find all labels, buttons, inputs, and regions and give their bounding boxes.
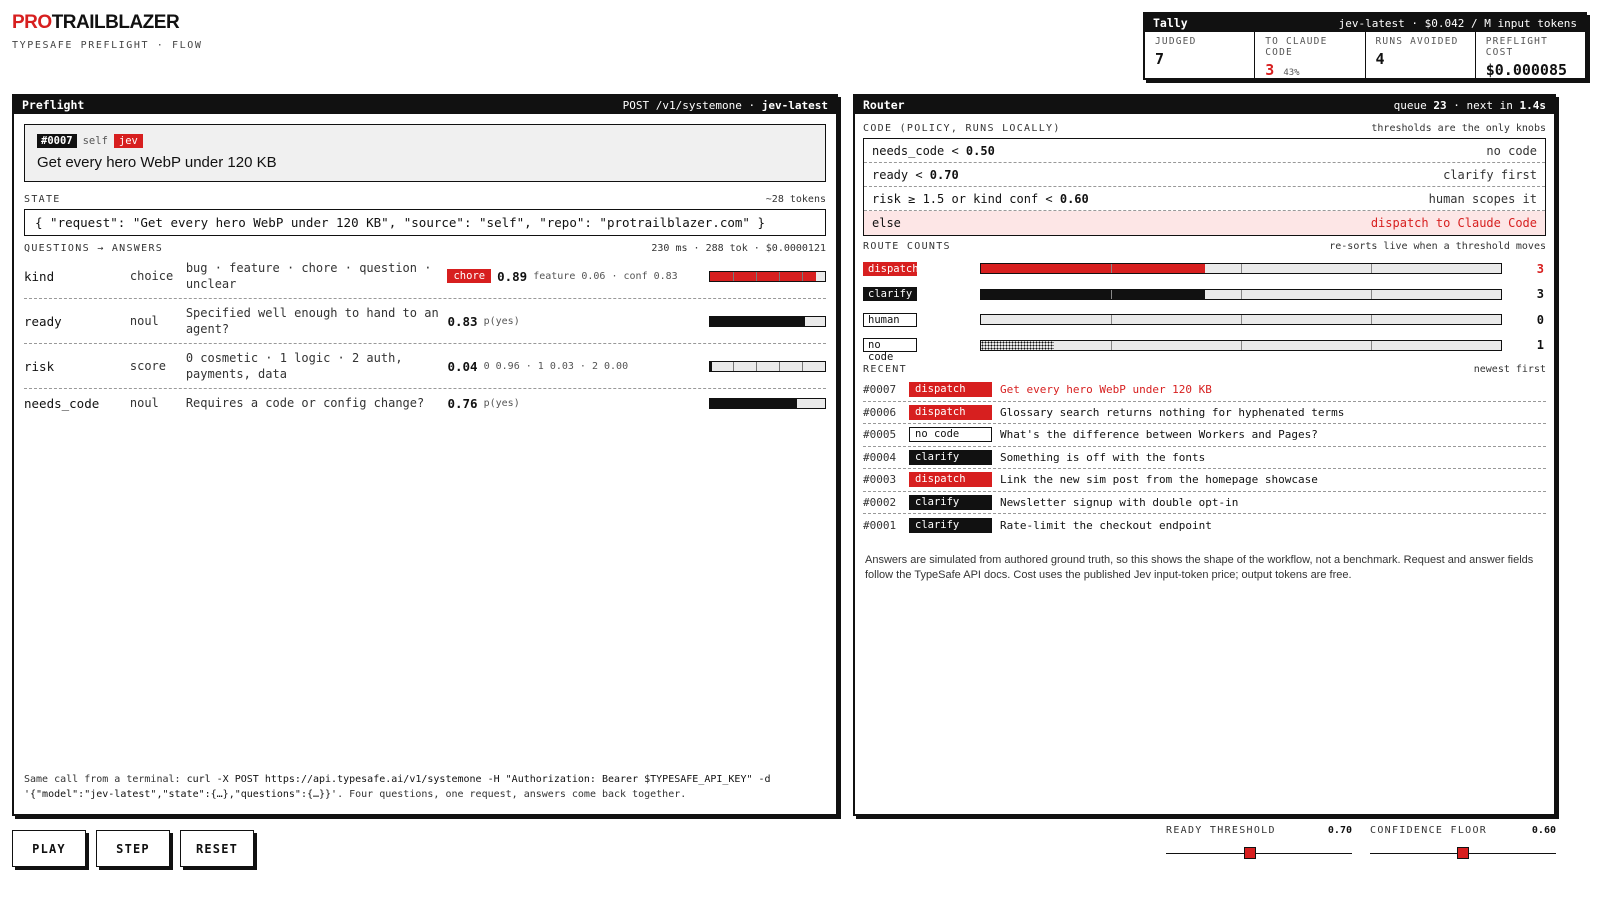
recent-item-route-badge: dispatch [909, 472, 992, 487]
answer-bar [709, 398, 826, 409]
preflight-endpoint-info: POST /v1/systemone · jev-latest [622, 98, 828, 112]
recent-item-text: Link the new sim post from the homepage showcase [1000, 473, 1318, 487]
question-row [24, 389, 826, 417]
next-timer: 1.4s [1519, 98, 1546, 112]
route-count-row [863, 256, 1546, 282]
route-count-bar-tick [1241, 290, 1242, 299]
tally-cell-value [1486, 61, 1575, 79]
logo [12, 12, 203, 34]
tally-model-info: jev-latest · $0.042 / M input tokens [1338, 16, 1577, 30]
tally-cell-number: 4 [1375, 50, 1385, 68]
queue-prefix: queue [1393, 98, 1434, 112]
answer [447, 396, 709, 411]
route-badge: dispatch [863, 262, 917, 276]
confidence-floor-slider [1370, 825, 1556, 854]
tally-cell-label: TO CLAUDE CODE [1265, 36, 1328, 58]
recent-item-text: Rate-limit the checkout endpoint [1000, 518, 1212, 532]
answer-note: p(yes) [483, 397, 520, 409]
recent-item[interactable] [863, 379, 1546, 402]
recent-item-route-badge: dispatch [909, 405, 992, 420]
brand [12, 12, 203, 51]
policy-threshold: 0.70 [929, 167, 959, 182]
qa-section-label [14, 243, 836, 254]
request-id-badge: #0007 [37, 134, 77, 148]
state-section-label [14, 194, 836, 205]
recent-item-route-badge: clarify [909, 518, 992, 533]
policy-condition [872, 168, 959, 182]
answer-bar-tick [733, 362, 734, 371]
answer [447, 314, 709, 329]
tally-cell-value [1265, 61, 1354, 79]
tally-cell-number: 3 [1265, 61, 1275, 79]
answer-bar-tick [756, 362, 757, 371]
ready-threshold-value: 0.70 [1327, 825, 1352, 836]
recent-item-id: #0004 [863, 450, 897, 464]
preflight-title: Preflight [22, 98, 85, 112]
route-count-bar [980, 289, 1502, 300]
policy-outcome: clarify first [1443, 167, 1537, 182]
policy-threshold: 0.50 [965, 143, 995, 158]
question-row [24, 344, 826, 389]
policy-condition-text: needs_code < [872, 143, 966, 158]
recent-item-route-badge: no code [909, 427, 992, 442]
answer-value: 0.89 [497, 268, 528, 284]
route-count-bar [980, 314, 1502, 325]
route-count-number: 1 [1536, 338, 1544, 353]
policy-section-label [855, 123, 1554, 134]
answer-bar-fill [710, 272, 816, 281]
recent-item-text: Get every hero WebP under 120 KB [1000, 383, 1212, 397]
state-tokens: ~28 tokens [765, 194, 826, 205]
route-count-bar-fill [981, 341, 1054, 350]
policy-rule [864, 139, 1545, 163]
route-count-bar [980, 263, 1502, 274]
policy-rule [864, 163, 1545, 187]
counts-note: re-sorts live when a threshold moves [1329, 241, 1546, 252]
ready-threshold-thumb[interactable] [1244, 847, 1256, 859]
recent-list [855, 379, 1554, 537]
answer-bar [709, 316, 826, 327]
route-count-bar-tick [1111, 341, 1112, 350]
route-count-bar [980, 340, 1502, 351]
tally-cell-label: PREFLIGHT COST [1485, 36, 1549, 58]
route-count-bar-fill [981, 264, 1205, 273]
policy-table [863, 138, 1546, 236]
recent-item[interactable] [863, 447, 1546, 470]
preflight-model: jev-latest [761, 98, 828, 112]
route-count-number: 3 [1536, 287, 1544, 302]
route-count-row [863, 282, 1546, 308]
tally-cell-value [1376, 50, 1465, 68]
recent-section-label [855, 364, 1554, 375]
tally-cell [1254, 32, 1364, 78]
route-count-bar-tick [1371, 341, 1372, 350]
answer-bar-tick [779, 272, 780, 281]
confidence-floor-label: CONFIDENCE FLOOR [1370, 825, 1488, 836]
answer-value: 0.76 [447, 395, 478, 411]
logo-pro: PRO [12, 12, 52, 33]
recent-item-route-badge: clarify [909, 450, 992, 465]
question-type: score [129, 359, 166, 373]
policy-label: CODE (POLICY, RUNS LOCALLY) [863, 123, 1061, 134]
policy-outcome: no code [1486, 143, 1537, 158]
policy-threshold: 0.60 [1059, 191, 1089, 206]
tally-cell-number: $0.000085 [1485, 61, 1568, 79]
answer-bar-tick [802, 272, 803, 281]
route-count-bar-fill [981, 290, 1205, 299]
router-panel [853, 94, 1556, 816]
policy-note: thresholds are the only knobs [1371, 123, 1546, 134]
state-label: STATE [24, 194, 61, 205]
counts-section-label [855, 241, 1554, 252]
policy-rule [864, 211, 1545, 235]
recent-item[interactable] [863, 424, 1546, 447]
terminal-footnote [24, 772, 804, 802]
route-count-row [863, 333, 1546, 364]
state-json: { "request": "Get every hero WebP under 120 KB", "source": "self", "repo": "protrailblazer.com" } [24, 209, 826, 236]
recent-item-text: What's the difference between Workers and Pages? [1000, 428, 1318, 442]
recent-item[interactable] [863, 402, 1546, 425]
answer-value: 0.83 [447, 313, 478, 329]
ready-threshold-slider [1166, 825, 1352, 854]
request-tags [37, 134, 813, 148]
tally-cells [1145, 32, 1585, 78]
queue-count: 23 [1433, 98, 1447, 112]
tally-cell-value [1155, 50, 1244, 68]
tally-header [1145, 14, 1585, 32]
tally-panel [1143, 12, 1587, 80]
recent-item-id: #0002 [863, 495, 897, 509]
route-count-bar-tick [1111, 264, 1112, 273]
tally-cell-number: 7 [1155, 50, 1165, 68]
question-key: risk [24, 358, 55, 374]
router-title: Router [863, 98, 905, 112]
recent-item-id: #0005 [863, 428, 897, 442]
policy-condition-text: ready < [872, 167, 930, 182]
question-description: 0 cosmetic · 1 logic · 2 auth, payments, data [185, 351, 403, 381]
answer-bar-tick [802, 362, 803, 371]
route-count-bar-tick [1111, 315, 1112, 324]
policy-condition [872, 192, 1089, 206]
answer-bar-fill [710, 317, 805, 326]
question-type: noul [129, 396, 159, 410]
route-count-bar-tick [1371, 264, 1372, 273]
request-source: self [82, 135, 108, 147]
route-badge: clarify [863, 287, 917, 301]
question-key: ready [24, 313, 62, 329]
route-badge: human [863, 313, 917, 327]
ready-threshold-header [1166, 825, 1352, 836]
question-key: needs_code [24, 395, 100, 411]
play-button[interactable]: PLAY [12, 830, 86, 867]
tally-cell [1145, 32, 1254, 78]
questions-list [14, 254, 836, 417]
recent-item[interactable] [863, 469, 1546, 492]
route-count-bar-tick [1241, 341, 1242, 350]
answer [447, 359, 709, 374]
footnote-curl-command: curl -X POST https://api.typesafe.ai/v1/systemone -H "Authorization: Bearer $TYPESAFE_API_KEY" -d '{"model":"jev-latest","state":{…},"questions":{…}}' [24, 774, 771, 800]
request-text: Get every hero WebP under 120 KB [37, 154, 277, 171]
route-count-bar-tick [1111, 290, 1112, 299]
step-button[interactable]: STEP [96, 830, 170, 867]
next-prefix: · next in [1446, 98, 1520, 112]
ready-threshold-track[interactable] [1166, 853, 1352, 854]
route-counts [855, 252, 1554, 364]
footnote-prefix: Same call from a terminal: [24, 774, 187, 785]
tally-cell [1365, 32, 1475, 78]
answer [447, 269, 709, 284]
confidence-floor-thumb[interactable] [1457, 847, 1469, 859]
recent-item[interactable] [863, 514, 1546, 537]
recent-item[interactable] [863, 492, 1546, 515]
question-description: Requires a code or config change? [185, 396, 425, 410]
disclaimer: Answers are simulated from authored ground truth, so this shows the shape of the workflow, not a benchmark. Request and answer fields follow the TypeSafe API docs. Cost uses the published Jev input-token price; output tokens are free. [865, 553, 1534, 581]
recent-item-id: #0006 [863, 405, 897, 419]
ready-threshold-label: READY THRESHOLD [1166, 825, 1276, 836]
counts-label: ROUTE COUNTS [863, 241, 951, 252]
recent-item-text: Newsletter signup with double opt-in [1000, 495, 1239, 509]
recent-note: newest first [1473, 364, 1546, 375]
preflight-panel [12, 94, 838, 816]
recent-item-text: Glossary search returns nothing for hyphenated terms [1000, 405, 1345, 419]
answer-bar [709, 271, 826, 282]
question-type: noul [129, 314, 159, 328]
reset-button[interactable]: RESET [180, 830, 254, 867]
confidence-floor-track[interactable] [1370, 853, 1556, 854]
route-count-bar-tick [1371, 290, 1372, 299]
request-model-tag: jev [114, 134, 143, 148]
question-row [24, 299, 826, 344]
confidence-floor-header [1370, 825, 1556, 836]
tally-cell-label: JUDGED [1155, 36, 1197, 47]
answer-bar-tick [756, 272, 757, 281]
answer-bar [709, 361, 826, 372]
route-count-row [863, 307, 1546, 333]
route-count-bar-tick [1371, 315, 1372, 324]
answer-bar-tick [733, 272, 734, 281]
recent-label: RECENT [863, 364, 907, 375]
answer-chip: chore [447, 269, 491, 283]
question-description: Specified well enough to hand to an agent? [185, 306, 439, 336]
qa-stats: 230 ms · 288 tok · $0.0000121 [651, 243, 826, 254]
route-count-number: 3 [1536, 261, 1544, 276]
policy-condition-text: risk ≥ 1.5 or kind conf < [872, 191, 1060, 206]
question-key: kind [24, 268, 55, 284]
policy-outcome: dispatch to Claude Code [1370, 216, 1537, 230]
route-badge: no code [863, 338, 917, 352]
answer-note: p(yes) [483, 315, 520, 327]
answer-value: 0.04 [447, 358, 478, 374]
answer-note: 0 0.96 · 1 0.03 · 2 0.00 [483, 360, 629, 372]
route-count-number: 0 [1536, 312, 1544, 327]
request-card [24, 124, 826, 182]
question-type: choice [129, 269, 174, 283]
answer-bar-fill [710, 399, 797, 408]
tagline: TYPESAFE PREFLIGHT · FLOW [12, 40, 203, 51]
route-count-bar-tick [1241, 315, 1242, 324]
qa-label: QUESTIONS → ANSWERS [24, 243, 164, 254]
footnote-suffix: . Four questions, one request, answers come back together. [337, 789, 687, 800]
recent-item-route-badge: clarify [909, 495, 992, 510]
router-header [855, 96, 1554, 114]
policy-condition-text: else [872, 216, 901, 230]
policy-condition [872, 216, 901, 230]
policy-condition [872, 144, 995, 158]
tally-title: Tally [1153, 16, 1188, 30]
question-row [24, 254, 826, 299]
router-queue-info [1394, 99, 1546, 112]
answer-bar-tick [779, 362, 780, 371]
tally-cell [1475, 32, 1585, 78]
recent-item-text: Something is off with the fonts [1000, 450, 1206, 464]
logo-rest: TRAILBLAZER [51, 12, 180, 33]
answer-bar-fill [710, 362, 712, 371]
answer-note: feature 0.06 · conf 0.83 [533, 270, 678, 282]
question-description: bug · feature · chore · question · unclear [185, 261, 432, 291]
confidence-floor-value: 0.60 [1531, 825, 1556, 836]
preflight-header [14, 96, 836, 114]
tally-cell-label: RUNS AVOIDED [1375, 36, 1459, 47]
policy-outcome: human scopes it [1428, 191, 1537, 206]
recent-item-id: #0001 [863, 518, 897, 532]
recent-item-route-badge: dispatch [909, 382, 992, 397]
route-count-bar-tick [1241, 264, 1242, 273]
recent-item-id: #0003 [863, 473, 897, 487]
policy-rule [864, 187, 1545, 211]
preflight-endpoint: POST /v1/systemone [622, 98, 742, 112]
tally-cell-sub: 43% [1283, 68, 1300, 78]
recent-item-id: #0007 [863, 383, 897, 397]
